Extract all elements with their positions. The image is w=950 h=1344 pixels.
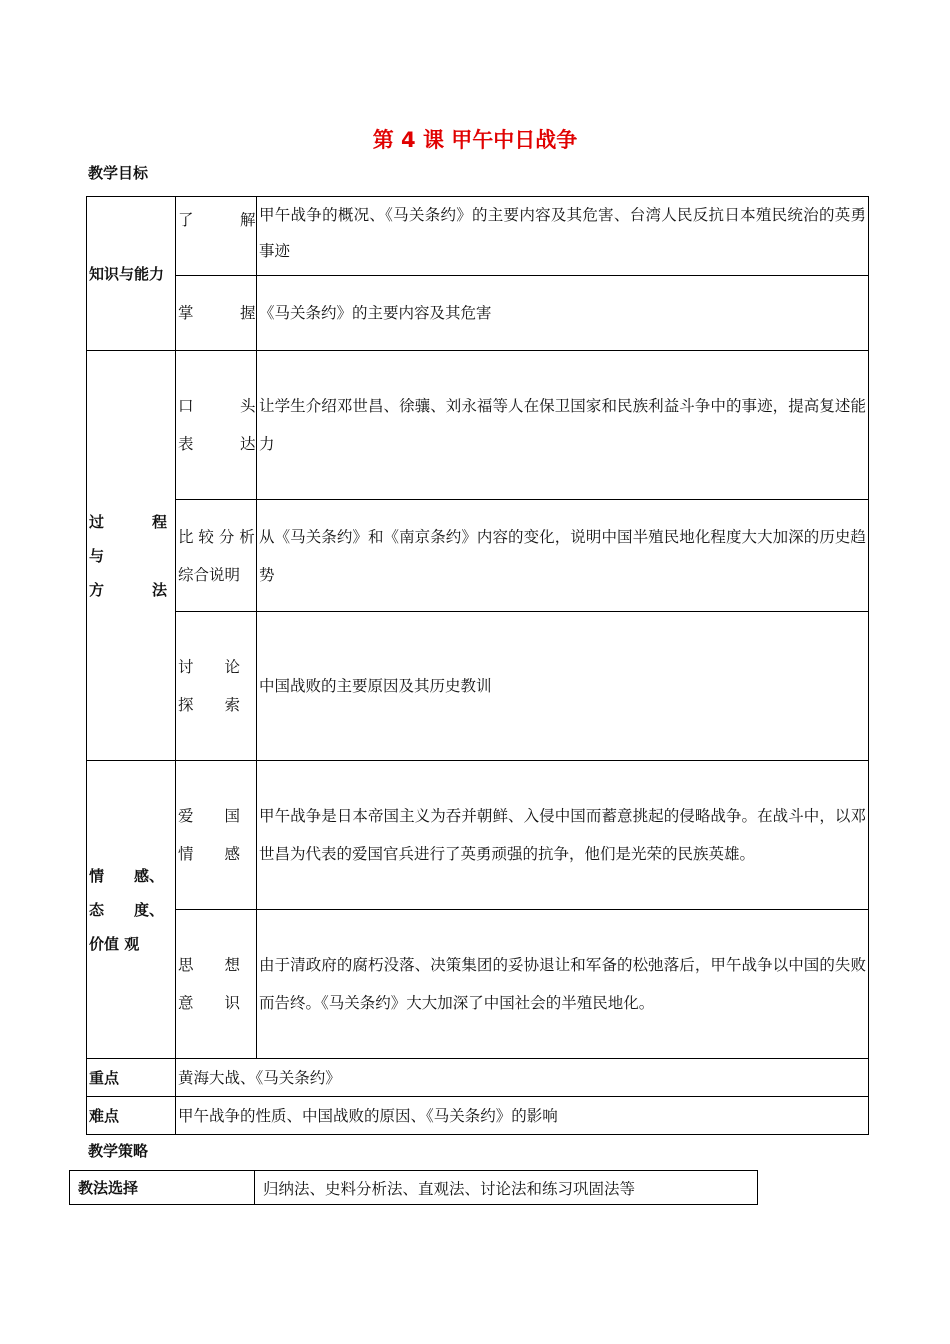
description-cell: 甲午战争的概况、《马关条约》的主要内容及其危害、台湾人民反抗日本殖民统治的英勇事迹 bbox=[257, 197, 869, 276]
teaching-goals-table bbox=[86, 196, 869, 1135]
description-cell: 由于清政府的腐朽没落、决策集团的妥协退让和军备的松弛落后，甲午战争以中国的失败而告终。《马关条约》大大加深了中国社会的半殖民地化。 bbox=[257, 910, 869, 1059]
sub-label-text: 意 识 bbox=[178, 994, 241, 1012]
description-cell: 让学生介绍邓世昌、徐骧、刘永福等人在保卫国家和民族利益斗争中的事迹，提高复述能力 bbox=[257, 351, 869, 500]
sub-label-text: 情 感 bbox=[178, 845, 241, 863]
teaching-strategy-table bbox=[69, 1170, 758, 1205]
sub-label bbox=[176, 910, 257, 1059]
difficult-point-label: 难点 bbox=[87, 1097, 176, 1135]
table-row bbox=[87, 910, 869, 1059]
description-cell: 从《马关条约》和《南京条约》内容的变化，说明中国半殖民地化程度大大加深的历史趋势 bbox=[257, 500, 869, 612]
sub-label bbox=[176, 500, 257, 612]
section-heading-goals: 教学目标 bbox=[88, 164, 149, 182]
sub-label bbox=[176, 197, 257, 276]
category-line: 过 程 bbox=[89, 512, 167, 531]
table-row bbox=[87, 1097, 869, 1135]
description-cell: 甲午战争是日本帝国主义为吞并朝鲜、入侵中国而蓄意挑起的侵略战争。在战斗中，以邓世昌为代表的爱国官兵进行了英勇顽强的抗争，他们是光荣的民族英雄。 bbox=[257, 761, 869, 910]
category-emotion bbox=[87, 761, 176, 1059]
sub-label-text: 掌 握 bbox=[178, 304, 256, 322]
category-process bbox=[87, 351, 176, 761]
key-point-label: 重点 bbox=[87, 1059, 176, 1097]
category-line: 方 法 bbox=[89, 580, 167, 599]
sub-label-text: 探 索 bbox=[178, 696, 241, 714]
method-label: 教法选择 bbox=[70, 1171, 255, 1205]
table-row bbox=[87, 500, 869, 612]
category-line: 情 感、 bbox=[89, 866, 165, 885]
category-line: 与 bbox=[89, 546, 105, 565]
difficult-point-text: 甲午战争的性质、中国战败的原因、《马关条约》的影响 bbox=[176, 1097, 869, 1135]
sub-label-text: 讨 论 bbox=[178, 658, 241, 676]
table-row bbox=[87, 351, 869, 500]
category-line: 价值 观 bbox=[89, 934, 140, 953]
description-cell: 中国战败的主要原因及其历史教训 bbox=[257, 612, 869, 761]
method-text: 归纳法、史料分析法、直观法、讨论法和练习巩固法等 bbox=[255, 1171, 758, 1205]
sub-label-text: 思 想 bbox=[178, 956, 241, 974]
section-heading-strategy: 教学策略 bbox=[88, 1142, 149, 1160]
description-cell: 《马关条约》的主要内容及其危害 bbox=[257, 276, 869, 351]
sub-label-text: 表 达 bbox=[178, 435, 256, 453]
sub-label bbox=[176, 612, 257, 761]
table-row bbox=[87, 1059, 869, 1097]
sub-label bbox=[176, 351, 257, 500]
table-row bbox=[87, 276, 869, 351]
sub-label-text: 爱 国 bbox=[178, 807, 241, 825]
sub-label bbox=[176, 276, 257, 351]
sub-label-text: 比 较 分 析 bbox=[178, 527, 255, 546]
table-row bbox=[87, 197, 869, 276]
table-row bbox=[87, 612, 869, 761]
page-title: 第 4 课 甲午中日战争 bbox=[372, 128, 578, 152]
sub-label bbox=[176, 761, 257, 910]
sub-label-text: 综合说明 bbox=[178, 565, 241, 584]
table-row bbox=[70, 1171, 758, 1205]
sub-label-text: 口 头 bbox=[178, 397, 256, 415]
sub-label-text: 了 解 bbox=[178, 211, 256, 229]
category-line: 态 度、 bbox=[89, 900, 165, 919]
category-knowledge: 知识与能力 bbox=[87, 197, 176, 351]
key-point-text: 黄海大战、《马关条约》 bbox=[176, 1059, 869, 1097]
table-row bbox=[87, 761, 869, 910]
